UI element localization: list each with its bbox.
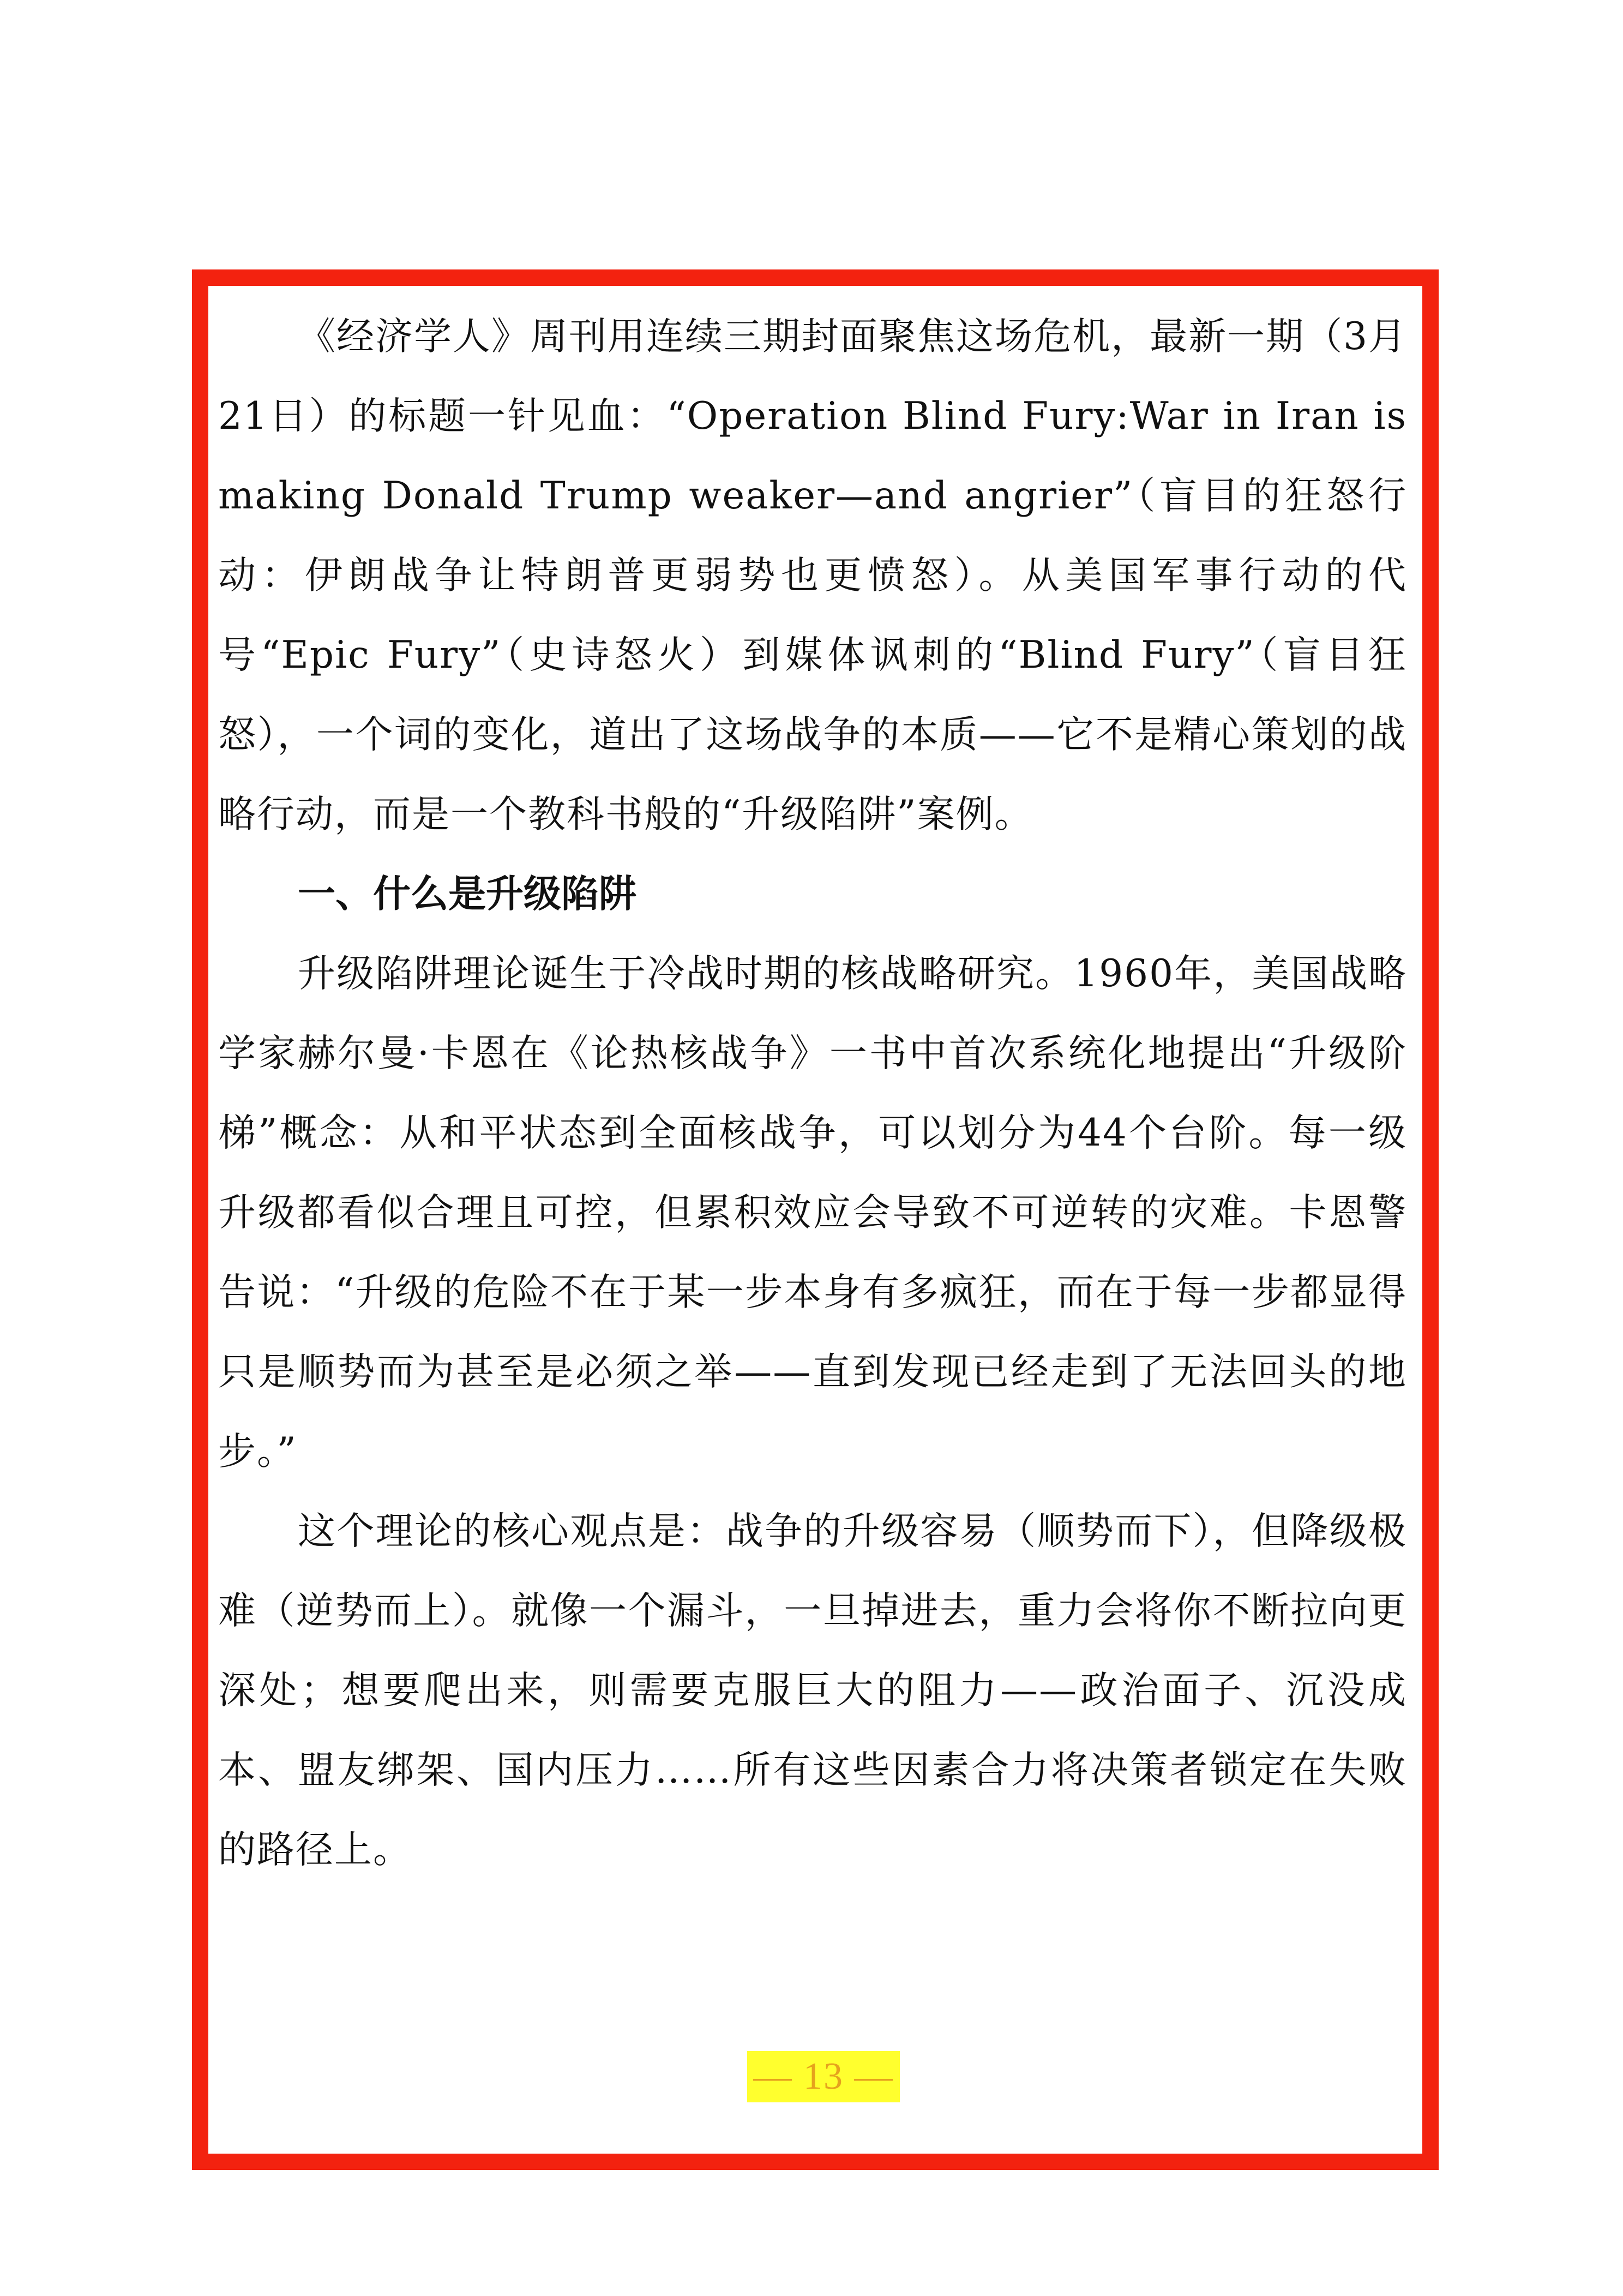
page-number: — 13 — [747,2051,900,2102]
section-paragraph: 这个理论的核心观点是：战争的升级容易（顺势而下），但降级极难（逆势而上）。就像一个漏斗，一旦掉进去，重力会将你不断拉向更深处；想要爬出来，则需要克服巨大的阻力——政治面子、沉没成本、盟友绑架、国内压力……所有这些因素合力将决策者锁定在失败的路径上。 [218,1509,1407,1872]
section-paragraph: 升级陷阱理论诞生于冷战时期的核战略研究。1960年，美国战略学家赫尔曼·卡恩在《论热核战争》一书中首次系统化地提出“升级阶梯”概念：从和平状态到全面核战争，可以划分为44个台阶。每一级升级都看似合理且可控，但累积效应会导致不可逆转的灾难。卡恩警告说：“升级的危险不在于某一步本身有多疯狂，而在于每一步都显得只是顺势而为甚至是必须之举——直到发现已经走到了无法回头的地步。” [218,952,1407,1473]
section-heading: 一、什么是升级陷阱 [298,872,636,916]
intro-paragraph: 《经济学人》周刊用连续三期封面聚焦这场危机，最新一期（3月21日）的标题一针见血：“Operation Blind Fury:War in Iran is making Donald Trump weaker—and angrier”（盲目的狂怒行动：伊朗战争让特朗普更弱势也更愤怒）。从美国军事行动的代号“Epic Fury”（史诗怒火）到媒体讽刺的“Blind Fury”（盲目狂怒），一个词的变化，道出了这场战争的本质——它不是精心策划的战略行动，而是一个教科书般的“升级陷阱”案例。 [218,315,1407,836]
article-body [218,297,1407,1890]
